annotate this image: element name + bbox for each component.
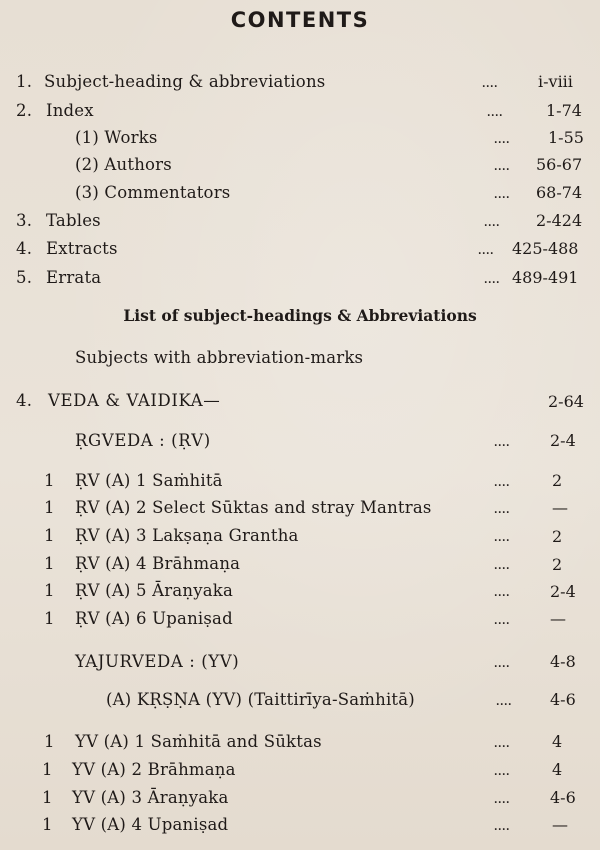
section-number: 1 xyxy=(42,760,53,779)
leader-dots: .... xyxy=(484,218,500,229)
leader-dots: .... xyxy=(494,533,510,544)
leader-dots: .... xyxy=(482,79,498,90)
section-number: 4. xyxy=(16,391,33,410)
section-number: 1 xyxy=(44,581,55,600)
leader-dots: .... xyxy=(484,275,500,286)
section-number: 1 xyxy=(42,788,53,807)
leader-dots: .... xyxy=(494,478,510,489)
leader-dots: .... xyxy=(496,697,512,708)
section-label: ṚV (A) 5 Āraṇyaka xyxy=(75,581,234,600)
toc-number: 3. xyxy=(16,211,33,230)
leader-dots: .... xyxy=(494,739,510,750)
leader-dots: .... xyxy=(494,561,510,572)
section-pages: — xyxy=(550,609,566,628)
toc-pages: 2-424 xyxy=(536,211,583,230)
section-pages: 4-6 xyxy=(550,788,576,807)
page-title: CONTENTS xyxy=(230,8,370,32)
section-number: 1 xyxy=(42,815,53,834)
toc-pages: 489-491 xyxy=(512,268,579,287)
leader-dots: .... xyxy=(494,616,510,627)
toc-pages: i-viii xyxy=(538,72,573,91)
toc-pages: 1-55 xyxy=(548,128,584,147)
toc-label: Errata xyxy=(46,268,102,287)
section-label: (A) KṚṢṆA (YV) (Taittirīya-Saṁhitā) xyxy=(106,690,415,709)
toc-label: Tables xyxy=(46,211,101,230)
section-label: ṚV (A) 4 Brāhmaṇa xyxy=(75,554,241,573)
section-label: YAJURVEDA : (YV) xyxy=(75,652,240,671)
section-label: VEDA & VAIDIKA— xyxy=(48,391,221,410)
section-number: 1 xyxy=(44,732,55,751)
section-pages: — xyxy=(552,815,568,834)
leader-dots: .... xyxy=(494,767,510,778)
toc-number: 2. xyxy=(16,101,33,120)
section-label: ṚV (A) 3 Lakṣaṇa Grantha xyxy=(75,526,299,545)
section-pages: 2-64 xyxy=(548,392,584,411)
section-label: ṚV (A) 2 Select Sūktas and stray Mantras xyxy=(75,498,432,517)
toc-number: 5. xyxy=(16,268,33,287)
section-label: ṚV (A) 1 Saṁhitā xyxy=(75,471,223,490)
section-label: ṚV (A) 6 Upaniṣad xyxy=(75,609,233,628)
leader-dots: .... xyxy=(487,108,503,119)
section-pages: 4-6 xyxy=(550,690,576,709)
section-pages: — xyxy=(552,498,568,517)
leader-dots: .... xyxy=(494,505,510,516)
section-number: 1 xyxy=(44,498,55,517)
toc-number: 4. xyxy=(16,239,33,258)
section-pages: 2-4 xyxy=(550,431,576,450)
section-number: 1 xyxy=(44,554,55,573)
section-pages: 2 xyxy=(552,527,563,546)
toc-pages: 1-74 xyxy=(546,101,582,120)
section-pages: 4 xyxy=(552,732,563,751)
section-number: 1 xyxy=(44,526,55,545)
section-number: 1 xyxy=(44,609,55,628)
leader-dots: .... xyxy=(494,162,510,173)
section-label: YV (A) 4 Upaniṣad xyxy=(72,815,229,834)
section-pages: 2 xyxy=(552,555,563,574)
list-heading: List of subject-headings & Abbreviations xyxy=(123,306,477,325)
toc-pages: 56-67 xyxy=(536,155,583,174)
section-pages: 2 xyxy=(552,471,563,490)
toc-label: Subject-heading & abbreviations xyxy=(44,72,326,91)
leader-dots: .... xyxy=(494,135,510,146)
toc-label: (1) Works xyxy=(75,128,158,147)
section-pages: 2-4 xyxy=(550,582,576,601)
leader-dots: .... xyxy=(494,190,510,201)
toc-label: (2) Authors xyxy=(75,155,172,174)
section-number: 1 xyxy=(44,471,55,490)
leader-dots: .... xyxy=(494,438,510,449)
section-pages: 4 xyxy=(552,760,563,779)
leader-dots: .... xyxy=(494,659,510,670)
section-label: ṚGVEDA : (ṚV) xyxy=(75,431,211,450)
section-label: YV (A) 2 Brāhmaṇa xyxy=(72,760,236,779)
toc-pages: 68-74 xyxy=(536,183,583,202)
section-pages: 4-8 xyxy=(550,652,576,671)
toc-label: Index xyxy=(46,101,94,120)
toc-number: 1. xyxy=(16,72,33,91)
subjects-caption: Subjects with abbreviation-marks xyxy=(75,348,364,367)
toc-label: (3) Commentators xyxy=(75,183,231,202)
toc-label: Extracts xyxy=(46,239,118,258)
toc-pages: 425-488 xyxy=(512,239,579,258)
section-label: YV (A) 3 Āraṇyaka xyxy=(72,788,229,807)
leader-dots: .... xyxy=(494,795,510,806)
leader-dots: .... xyxy=(494,588,510,599)
leader-dots: .... xyxy=(494,822,510,833)
section-label: YV (A) 1 Saṁhitā and Sūktas xyxy=(75,732,322,751)
leader-dots: .... xyxy=(478,246,494,257)
